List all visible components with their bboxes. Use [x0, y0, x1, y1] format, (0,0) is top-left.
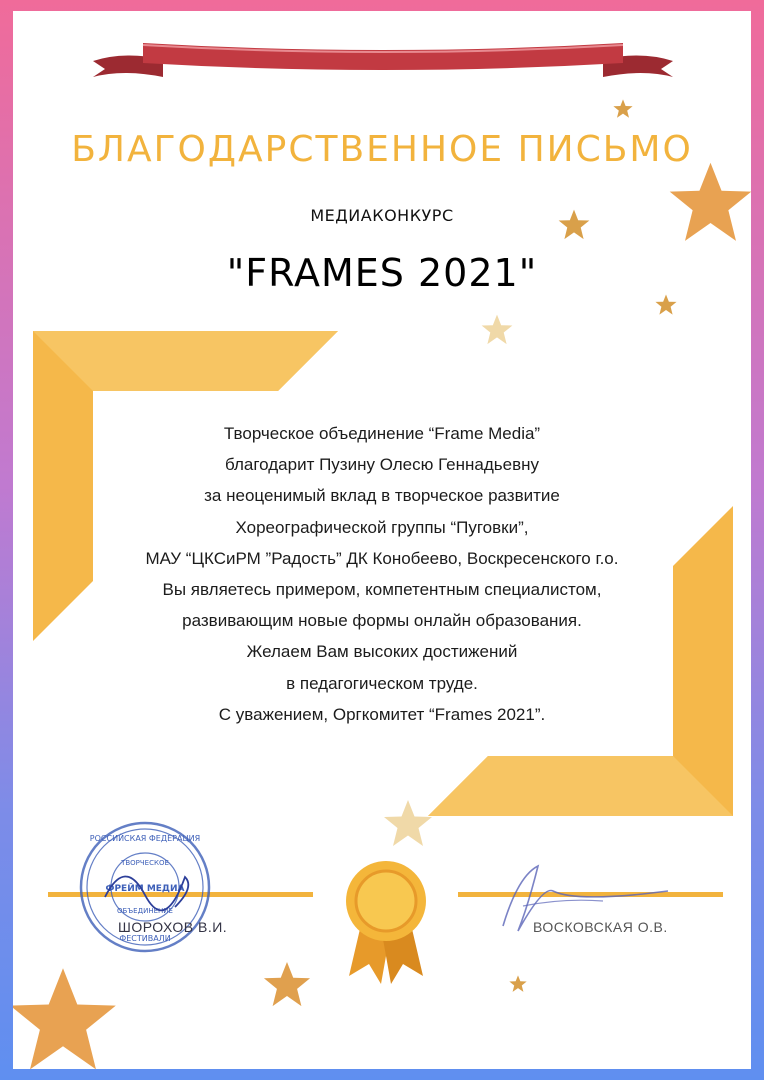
svg-text:РОССИЙСКАЯ ФЕДЕРАЦИЯ: РОССИЙСКАЯ ФЕДЕРАЦИЯ — [89, 834, 201, 843]
svg-text:ТВОРЧЕСКОЕ: ТВОРЧЕСКОЕ — [121, 859, 169, 867]
body-line: Вы являетесь примером, компетентным специалистом, — [162, 579, 602, 599]
star-large-top-right-icon — [668, 161, 751, 246]
svg-text:ФЕСТИВАЛИ: ФЕСТИВАЛИ — [119, 934, 171, 943]
body-line: благодарит Пузину Олесю Геннадьевну — [225, 455, 539, 475]
star-pale-icon — [383, 799, 433, 849]
svg-text:ОБЪЕДИНЕНИЕ: ОБЪЕДИНЕНИЕ — [117, 907, 173, 915]
star-small-icon — [263, 961, 311, 1009]
signature-name-right: ВОСКОВСКАЯ О.В. — [533, 919, 668, 935]
signature-name-left: ШОРОХОВ В.И. — [118, 919, 228, 935]
contest-name: "FRAMES 2021" — [226, 251, 538, 295]
body-line: Желаем Вам высоких достижений — [246, 642, 518, 662]
body-line: развивающим новые формы онлайн образования. — [182, 611, 582, 631]
certificate-title: БЛАГОДАРСТВЕННОЕ ПИСЬМО — [71, 129, 693, 170]
body-line: Творческое объединение “Frame Media” — [223, 424, 541, 443]
contest-label: МЕДИАКОНКУРС — [310, 206, 454, 225]
body-line: С уважением, Оргкомитет “Frames 2021”. — [218, 704, 546, 724]
star-small-icon — [558, 209, 590, 241]
body-line: МАУ “ЦКСиРМ ”Радость” ДК Конобеево, Воскресенского г.о. — [145, 548, 619, 568]
medal-ribbon-icon — [341, 856, 431, 986]
star-pale-icon — [481, 314, 513, 346]
body-line: Хореографической группы “Пуговки”, — [235, 517, 529, 537]
star-tiny-icon — [613, 99, 633, 119]
body-line: в педагогическом труде. — [286, 673, 478, 693]
certificate-page — [13, 11, 751, 1069]
seal-stamp — [75, 817, 215, 957]
star-tiny-icon — [655, 294, 677, 316]
body-line: за неоценимый вклад в творческое развитие — [204, 486, 560, 506]
certificate-body — [13, 418, 751, 730]
svg-text:ФРЕЙМ МЕДИА: ФРЕЙМ МЕДИА — [105, 884, 185, 894]
star-large-bottom-left-icon — [13, 966, 118, 1069]
ribbon-banner — [83, 33, 683, 83]
star-tiny-icon — [509, 975, 527, 993]
